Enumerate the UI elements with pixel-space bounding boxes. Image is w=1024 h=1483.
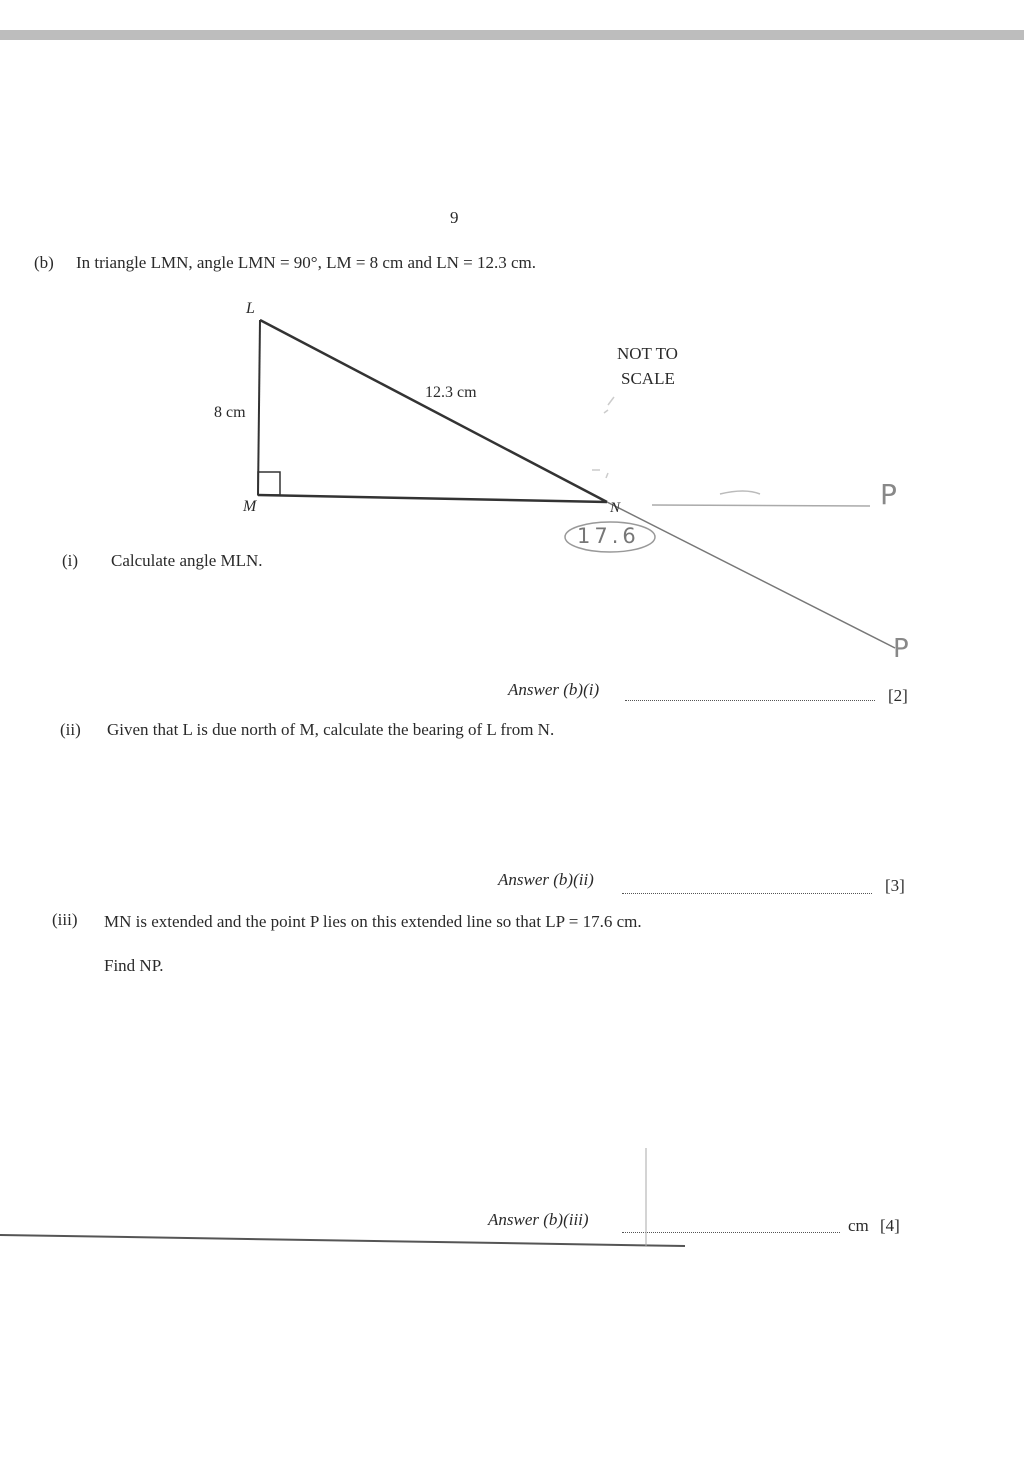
question-iii-text: MN is extended and the point P lies on this extended line so that LP = 17.6 cm. [104, 912, 642, 931]
marks-i: [2] [888, 686, 908, 705]
answer-ii-label: Answer (b)(ii) [498, 870, 594, 889]
question-iii-find: Find NP. [104, 956, 164, 975]
handwritten-P-top: P [880, 478, 897, 511]
vertex-N-label: N [610, 500, 621, 516]
side-LN-label: 12.3 cm [425, 384, 477, 401]
unit-iii: cm [848, 1216, 869, 1235]
not-to-scale-line1: NOT TO [617, 344, 678, 363]
question-i-text: Calculate angle MLN. [111, 551, 263, 570]
question-ii-label: (ii) [60, 720, 81, 739]
handwritten-P-bottom: P [893, 634, 909, 664]
question-iii-label: (iii) [52, 910, 78, 929]
question-ii-text: Given that L is due north of M, calculate the bearing of L from N. [107, 720, 555, 739]
marks-ii: [3] [885, 876, 905, 895]
not-to-scale-line2: SCALE [621, 369, 675, 388]
handwritten-17-6: 17.6 [577, 524, 640, 548]
part-b-intro: In triangle LMN, angle LMN = 90°, LM = 8 cm and LN = 12.3 cm. [76, 253, 537, 272]
side-LM-label: 8 cm [214, 404, 246, 421]
part-b-label: (b) [34, 253, 54, 272]
page-number: 9 [450, 208, 459, 227]
vertex-M-label: M [243, 498, 257, 515]
answer-iii-label: Answer (b)(iii) [488, 1210, 589, 1229]
answer-i-label: Answer (b)(i) [508, 680, 600, 699]
marks-iii: [4] [880, 1216, 900, 1235]
vertex-L-label: L [246, 300, 255, 317]
question-i-label: (i) [62, 551, 79, 570]
